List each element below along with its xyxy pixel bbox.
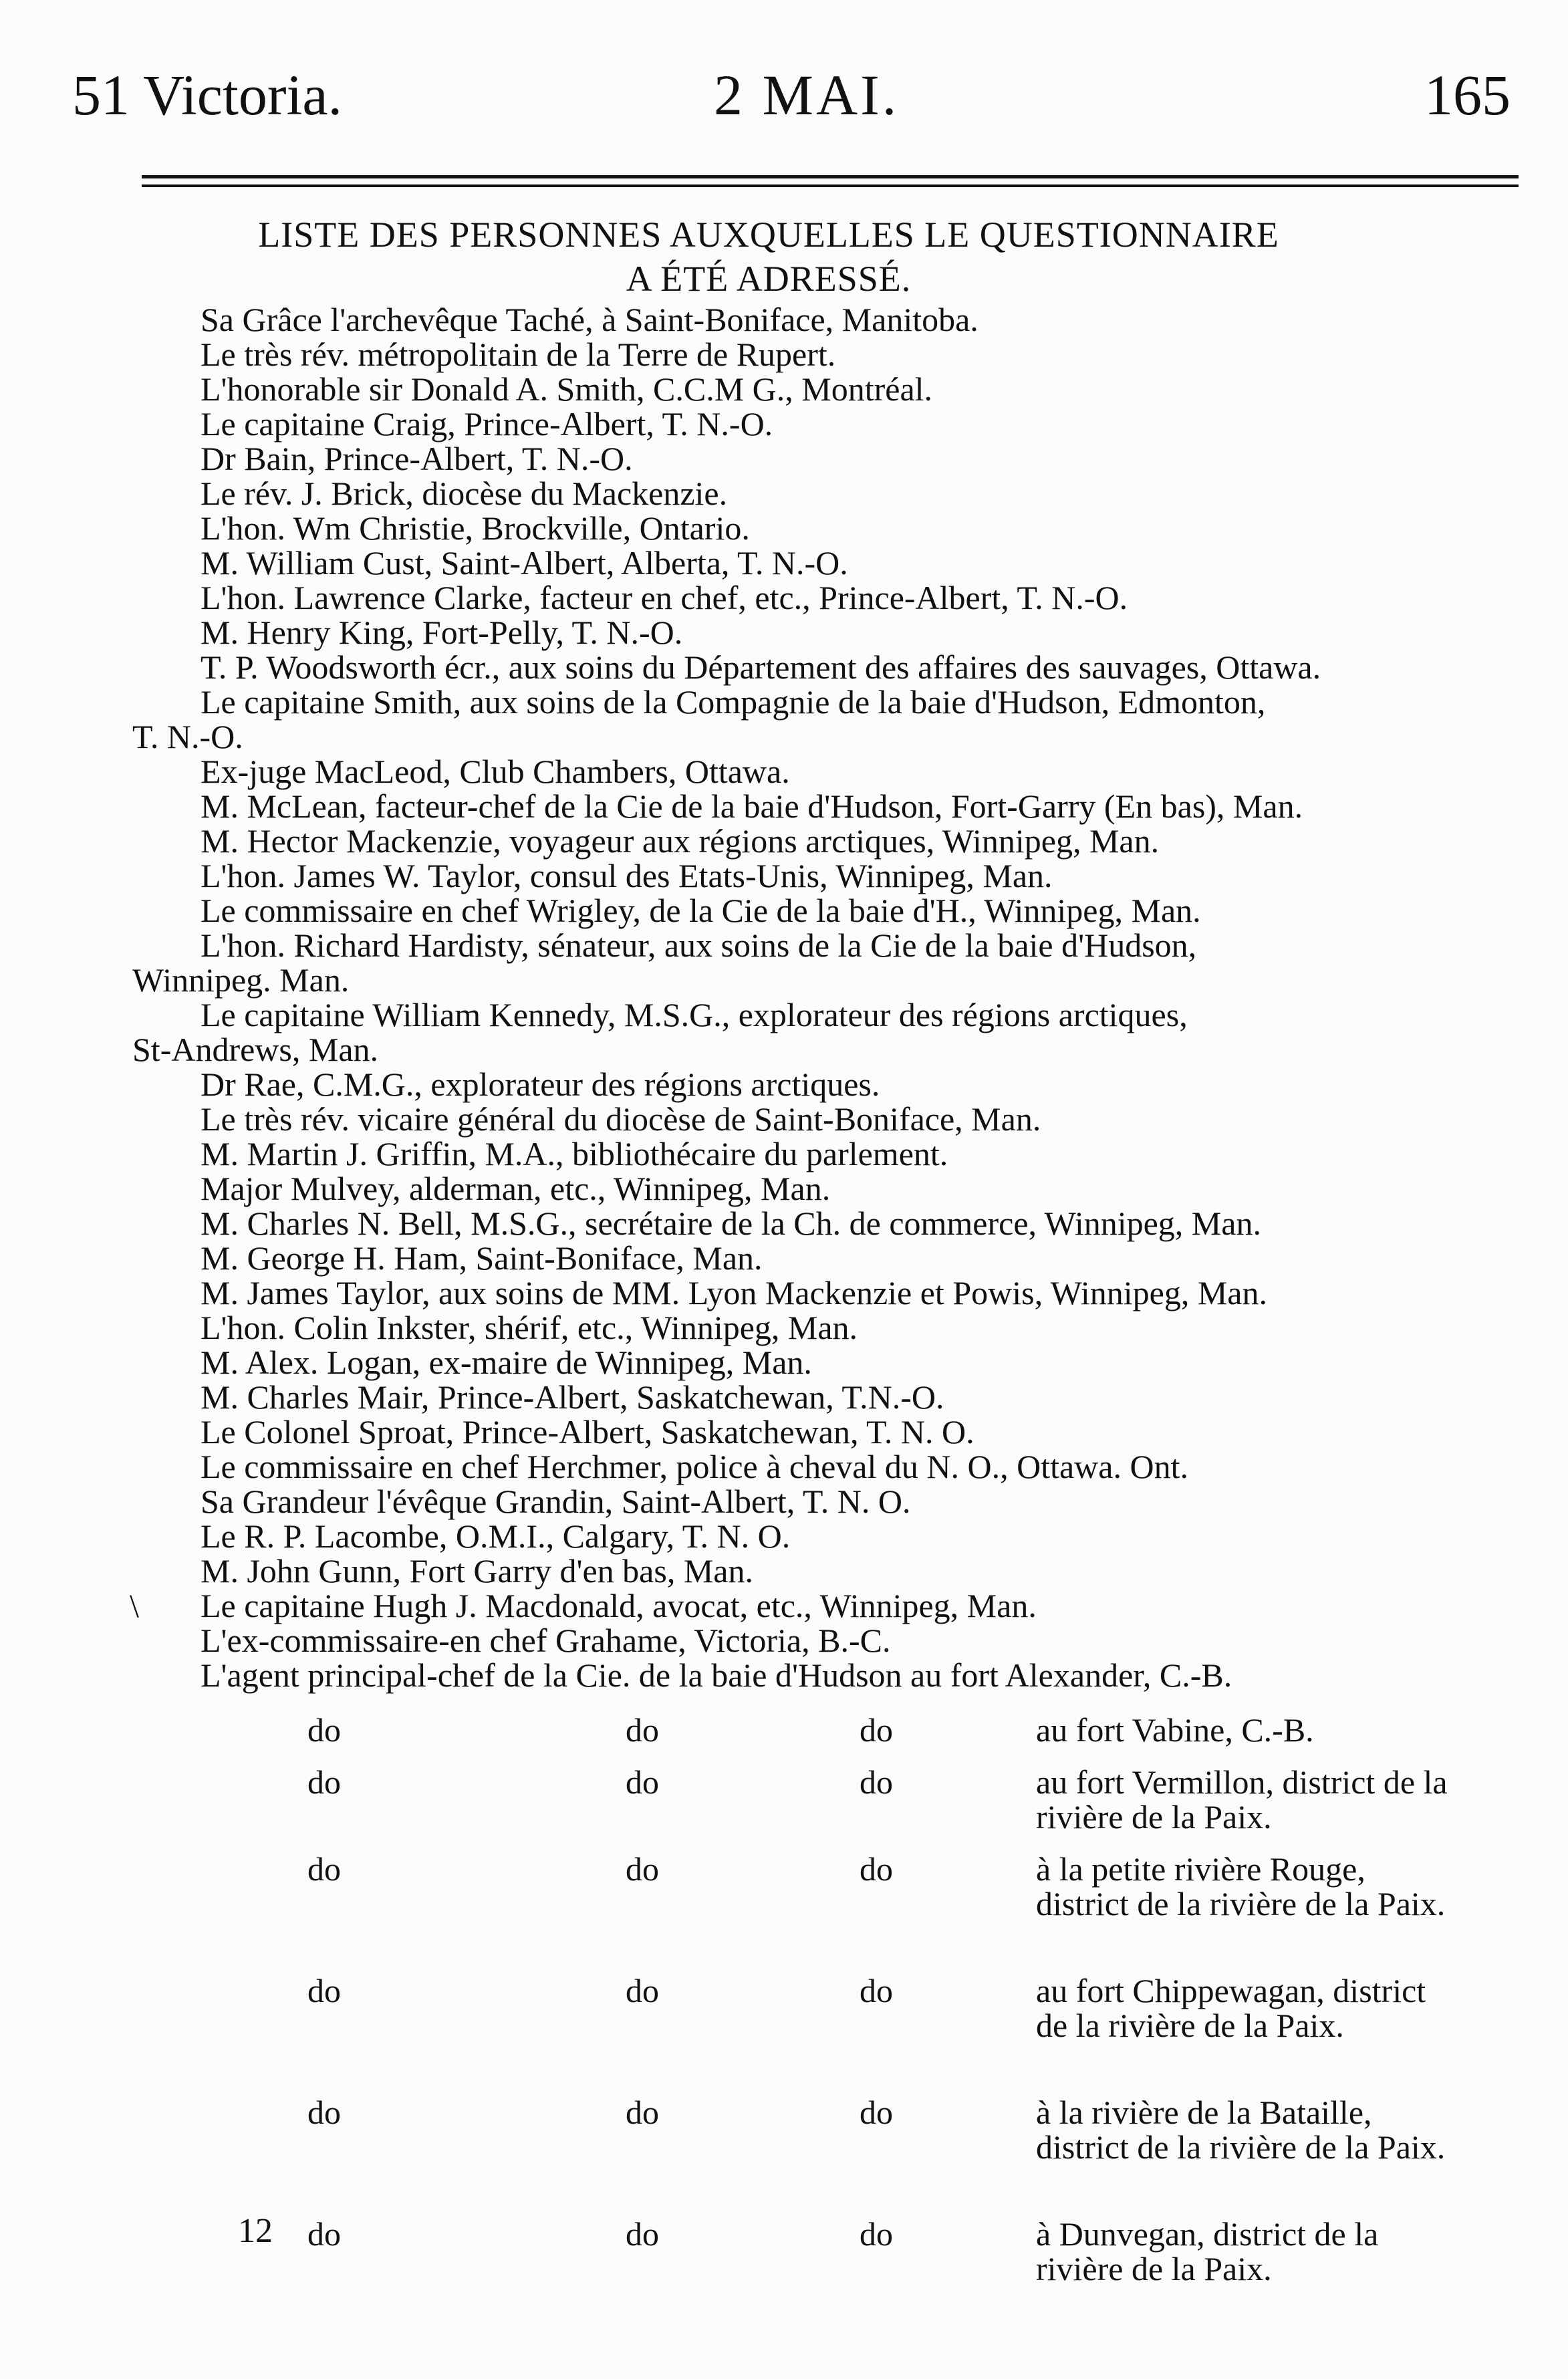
- do-location: au fort Vabine, C.-B.: [1036, 1711, 1314, 1749]
- list-entry: St-Andrews, Man.: [132, 1031, 379, 1068]
- list-entry: M. Alex. Logan, ex-maire de Winnipeg, Man.: [201, 1344, 812, 1381]
- list-entry: Le commissaire en chef Herchmer, police à cheval du N. O., Ottawa. Ont.: [201, 1448, 1188, 1485]
- do-location: à Dunvegan, district de la rivière de la Paix.: [1036, 2215, 1379, 2287]
- list-entry: L'hon. Lawrence Clarke, facteur en chef, etc., Prince-Albert, T. N.-O.: [201, 579, 1128, 616]
- list-entry: Le capitaine Craig, Prince-Albert, T. N.-O.: [201, 405, 773, 443]
- list-entry: Le commissaire en chef Wrigley, de la Cie de la baie d'H., Winnipeg, Man.: [201, 892, 1201, 929]
- list-entry: Le Colonel Sproat, Prince-Albert, Saskatchewan, T. N. O.: [201, 1413, 974, 1451]
- list-entry: T. N.-O.: [132, 718, 243, 755]
- header-session: 51 Victoria.: [72, 63, 343, 127]
- list-entry: L'hon. Richard Hardisty, sénateur, aux soins de la Cie de la baie d'Hudson,: [201, 926, 1197, 964]
- ditto-mark: do: [626, 2215, 659, 2253]
- ditto-mark: do: [307, 1711, 341, 1749]
- list-entry: Major Mulvey, alderman, etc., Winnipeg, Man.: [201, 1170, 831, 1207]
- ditto-mark: do: [860, 2094, 893, 2131]
- ditto-mark: do: [860, 2215, 893, 2253]
- ditto-mark: do: [626, 1763, 659, 1801]
- ditto-mark: do: [307, 1972, 341, 2009]
- ditto-mark: do: [626, 1711, 659, 1749]
- list-entry: L'hon. Wm Christie, Brockville, Ontario.: [201, 509, 750, 547]
- list-entry: Le capitaine William Kennedy, M.S.G., explorateur des régions arctiques,: [201, 996, 1188, 1033]
- page-number: 165: [1424, 63, 1511, 127]
- ditto-mark: do: [307, 2094, 341, 2131]
- list-entry: Le capitaine Smith, aux soins de la Compagnie de la baie d'Hudson, Edmonton,: [201, 683, 1266, 721]
- list-entry: M. Charles N. Bell, M.S.G., secrétaire de la Ch. de commerce, Winnipeg, Man.: [201, 1205, 1261, 1242]
- list-entry: Ex-juge MacLeod, Club Chambers, Ottawa.: [201, 753, 790, 790]
- list-title: [201, 213, 1337, 301]
- ditto-mark: do: [860, 1711, 893, 1749]
- title-line-2: A ÉTÉ ADRESSÉ.: [626, 259, 912, 299]
- list-entry: Sa Grâce l'archevêque Taché, à Saint-Boniface, Manitoba.: [201, 301, 978, 338]
- list-entry: L'hon. Colin Inkster, shérif, etc., Winnipeg, Man.: [201, 1309, 858, 1346]
- page-header: [72, 61, 1511, 142]
- list-entry: Le rév. J. Brick, diocèse du Mackenzie.: [201, 475, 728, 512]
- do-location: au fort Chippewagan, district de la rivière de la Paix.: [1036, 1972, 1426, 2044]
- ditto-mark: do: [860, 1763, 893, 1801]
- list-entry: L'hon. James W. Taylor, consul des Etats-Unis, Winnipeg, Man.: [201, 857, 1053, 894]
- signature-mark: 12: [238, 2212, 273, 2250]
- list-entry: M. Charles Mair, Prince-Albert, Saskatchewan, T.N.-O.: [201, 1378, 944, 1416]
- list-entry: Dr Bain, Prince-Albert, T. N.-O.: [201, 440, 633, 477]
- do-location: à la rivière de la Bataille, district de la rivière de la Paix.: [1036, 2094, 1446, 2166]
- list-entry: M. George H. Ham, Saint-Boniface, Man.: [201, 1239, 763, 1277]
- list-entry: Winnipeg. Man.: [132, 961, 350, 999]
- margin-mark: \: [130, 1587, 139, 1624]
- header-rule-bottom: [142, 184, 1519, 187]
- header-rule-top: [142, 175, 1519, 178]
- header-date: 2 MAI.: [714, 63, 900, 127]
- list-entry: L'agent principal-chef de la Cie. de la baie d'Hudson au fort Alexander, C.-B.: [201, 1656, 1232, 1694]
- list-entry: Le très rév. vicaire général du diocèse de Saint-Boniface, Man.: [201, 1100, 1041, 1138]
- ditto-mark: do: [626, 1850, 659, 1888]
- do-location: à la petite rivière Rouge, district de la rivière de la Paix.: [1036, 1850, 1446, 1922]
- ditto-mark: do: [307, 1763, 341, 1801]
- ditto-mark: do: [307, 1850, 341, 1888]
- list-entry: Le R. P. Lacombe, O.M.I., Calgary, T. N. O.: [201, 1517, 791, 1555]
- list-entry: Le capitaine Hugh J. Macdonald, avocat, etc., Winnipeg, Man.: [201, 1587, 1037, 1624]
- list-entry: T. P. Woodsworth écr., aux soins du Département des affaires des sauvages, Ottawa.: [201, 648, 1321, 686]
- list-entry: M. McLean, facteur-chef de la Cie de la baie d'Hudson, Fort-Garry (En bas), Man.: [201, 787, 1303, 825]
- list-entry: M. Martin J. Griffin, M.A., bibliothécaire du parlement.: [201, 1135, 948, 1172]
- ditto-mark: do: [860, 1850, 893, 1888]
- list-entry: Le très rév. métropolitain de la Terre de Rupert.: [201, 336, 836, 373]
- ditto-mark: do: [860, 1972, 893, 2009]
- list-entry: L'honorable sir Donald A. Smith, C.C.M G., Montréal.: [201, 370, 933, 408]
- title-line-1: LISTE DES PERSONNES AUXQUELLES LE QUESTIONNAIRE: [258, 215, 1279, 255]
- recipient-list: [132, 302, 1469, 1693]
- list-entry: M. Hector Mackenzie, voyageur aux régions arctiques, Winnipeg, Man.: [201, 822, 1160, 860]
- list-entry: M. Henry King, Fort-Pelly, T. N.-O.: [201, 614, 683, 651]
- list-entry: M. John Gunn, Fort Garry d'en bas, Man.: [201, 1552, 753, 1590]
- list-entry: Dr Rae, C.M.G., explorateur des régions arctiques.: [201, 1066, 880, 1103]
- list-entry: M. James Taylor, aux soins de MM. Lyon Mackenzie et Powis, Winnipeg, Man.: [201, 1274, 1267, 1311]
- ditto-mark: do: [307, 2215, 341, 2253]
- list-entry: Sa Grandeur l'évêque Grandin, Saint-Albert, T. N. O.: [201, 1483, 911, 1520]
- list-entry: M. William Cust, Saint-Albert, Alberta, T. N.-O.: [201, 544, 848, 582]
- list-entry: L'ex-commissaire-en chef Grahame, Victoria, B.-C.: [201, 1622, 891, 1659]
- ditto-mark: do: [626, 2094, 659, 2131]
- ditto-mark: do: [626, 1972, 659, 2009]
- do-location: au fort Vermillon, district de la rivière de la Paix.: [1036, 1763, 1448, 1836]
